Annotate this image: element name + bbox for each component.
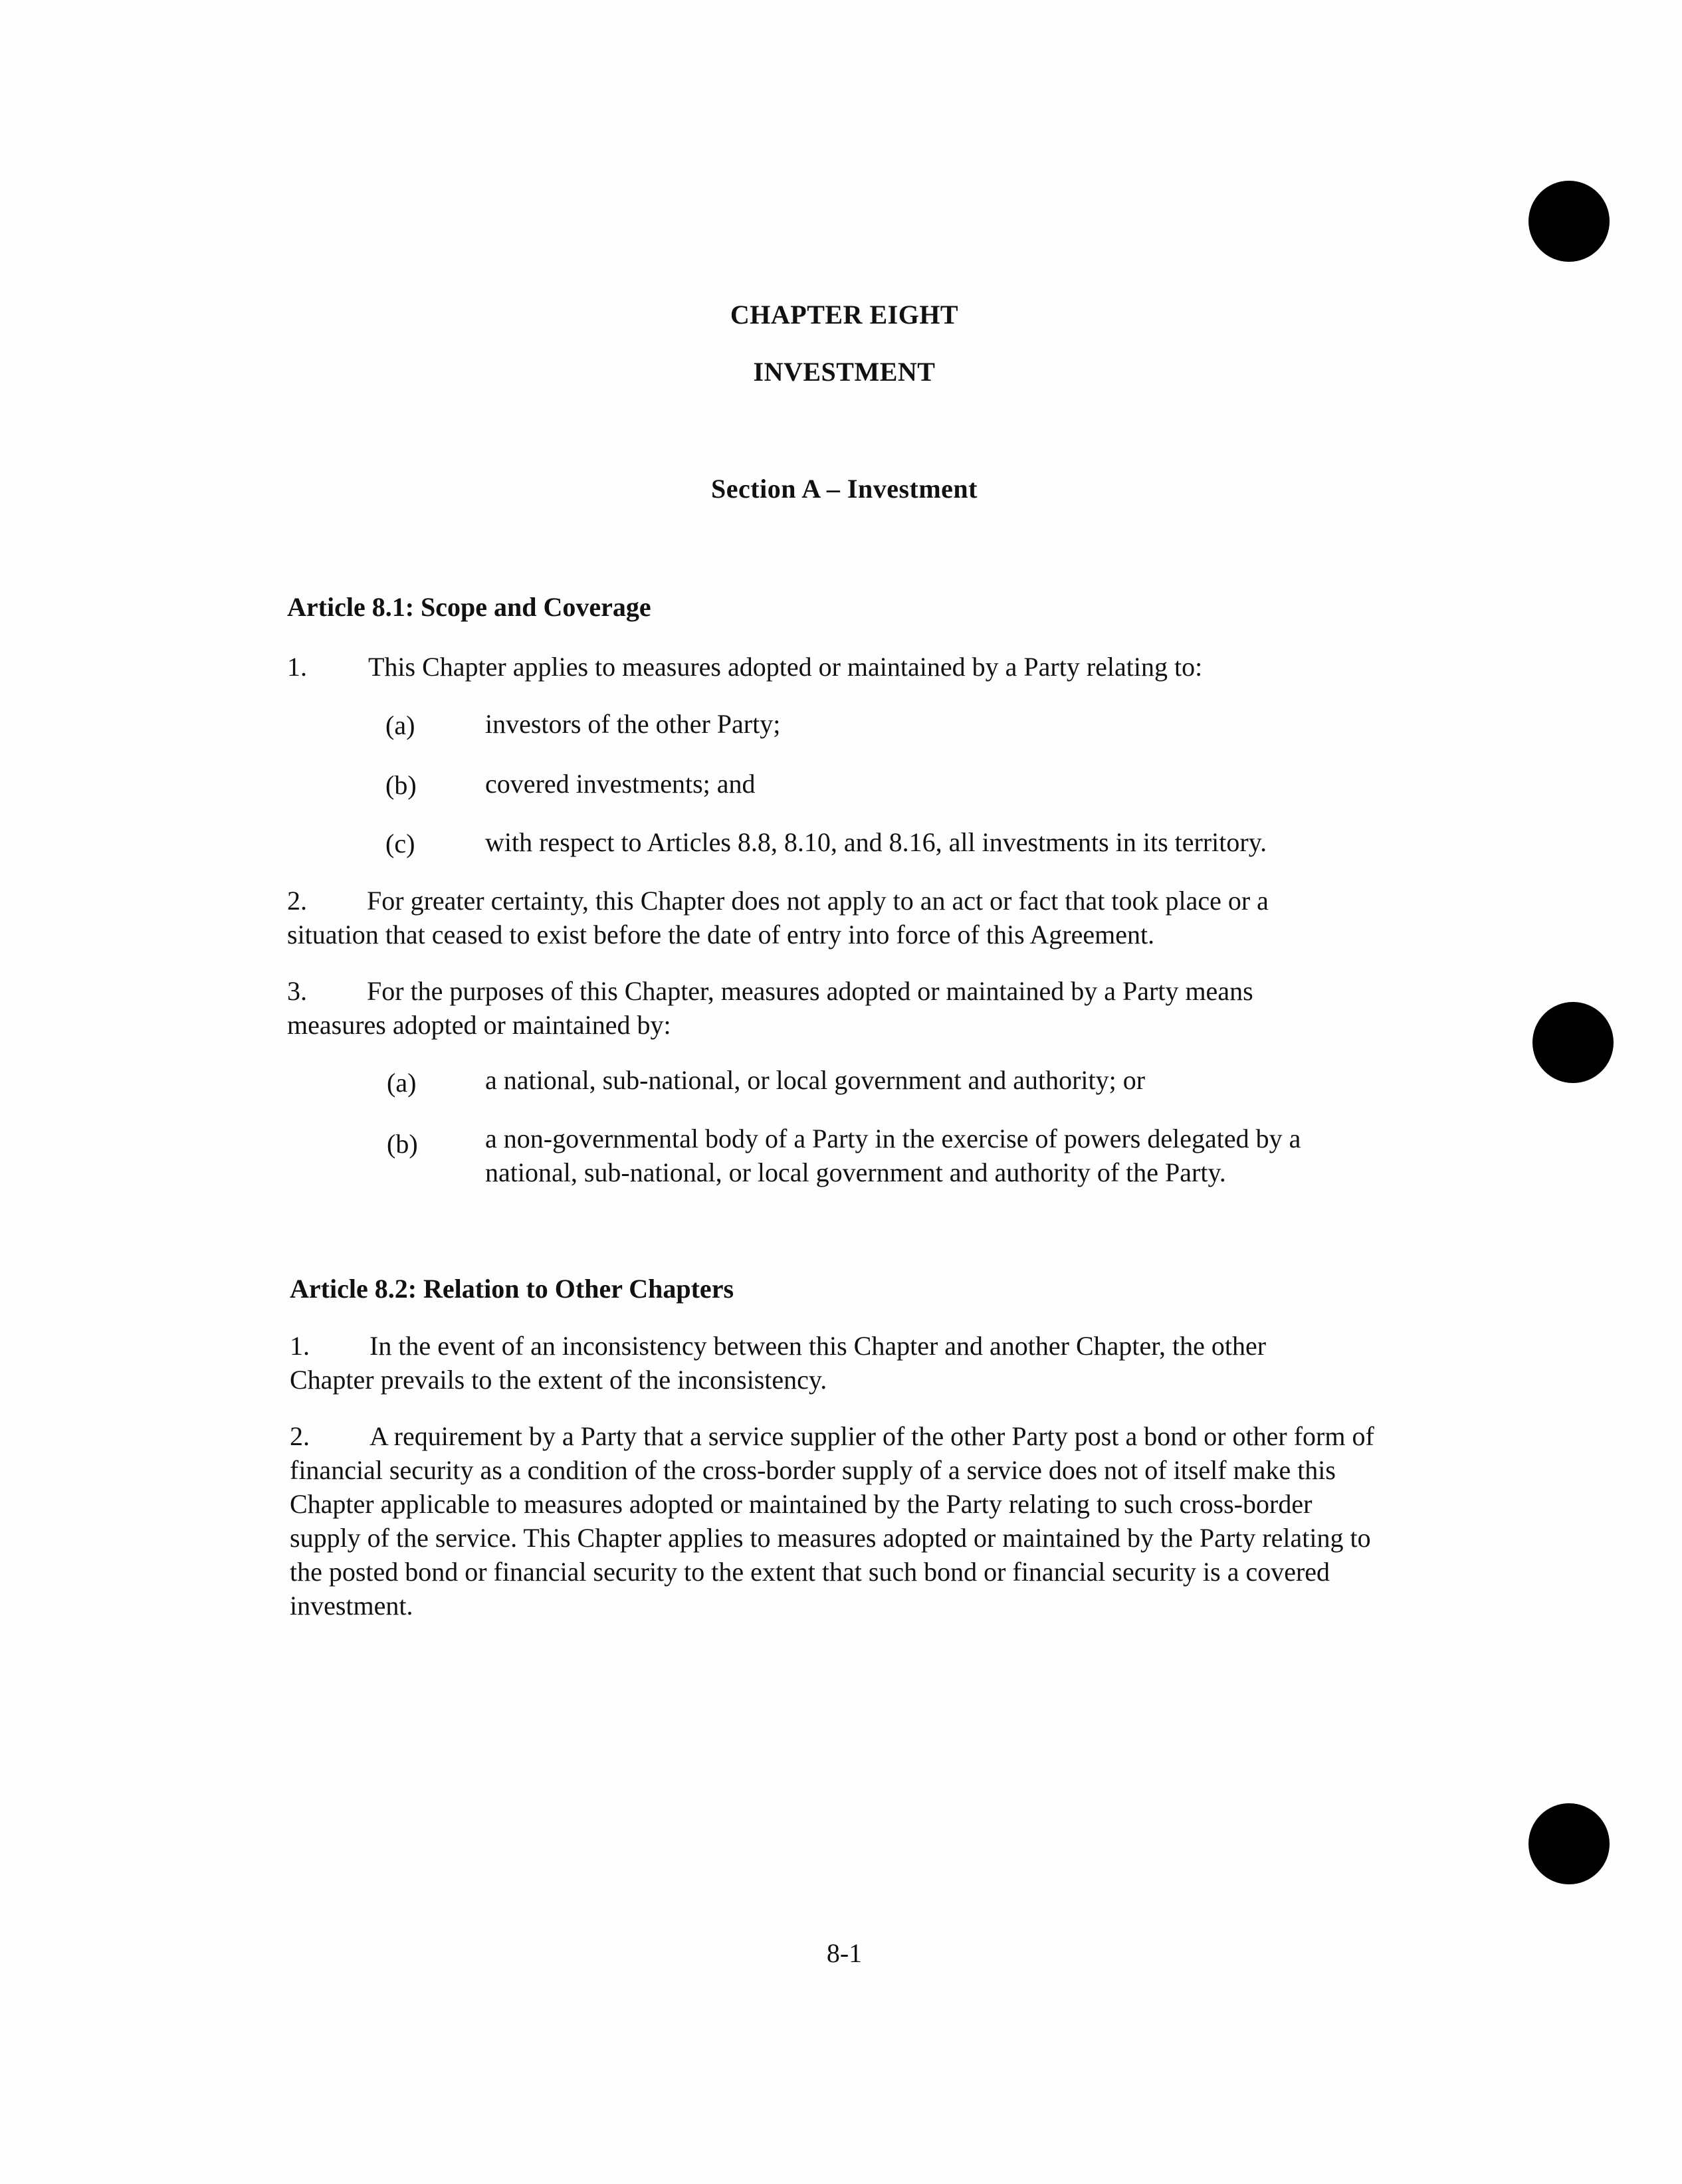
paragraph-text: A requirement by a Party that a service supplier of the other Party post a bond or other form of financial security as a condition of the cross-border supply of a service does not of itself make this Chapter applicable to measures adopted or maintained by the Party relating to such cross-border supply of the service. This Chapter applies to measures adopted or maintained by the Party relating to the posted bond or financial security to the extent that such bond or financial security is a covered investment. — [290, 1421, 1374, 1621]
paragraph-text: This Chapter applies to measures adopted or maintained by a Party relating to: — [368, 652, 1203, 682]
item-label: (a) — [387, 1068, 417, 1098]
article-8-2-paragraph-1 — [290, 1329, 1340, 1397]
article-8-1-paragraph-3 — [287, 974, 1337, 1042]
item-label: (b) — [387, 1129, 418, 1159]
chapter-heading: CHAPTER EIGHT — [730, 300, 959, 330]
paragraph-number: 2. — [287, 886, 307, 916]
item-label: (b) — [385, 770, 417, 800]
item-text: with respect to Articles 8.8, 8.10, and 8.16, all investments in its territory. — [485, 827, 1267, 857]
item-text: investors of the other Party; — [485, 709, 781, 739]
article-8-1-paragraph-2 — [287, 884, 1337, 951]
item-text: a national, sub-national, or local government and authority; or — [485, 1065, 1146, 1095]
paragraph-text: In the event of an inconsistency between this Chapter and another Chapter, the other Chapter prevails to the extent of the inconsistency. — [290, 1331, 1267, 1395]
punch-hole — [1532, 1002, 1614, 1083]
page-number: 8-1 — [826, 1938, 863, 1968]
article-8-2-paragraph-2 — [290, 1419, 1380, 1623]
paragraph-number: 2. — [290, 1421, 310, 1451]
article-8-1-title: Article 8.1: Scope and Coverage — [287, 592, 651, 622]
section-heading: Section A – Investment — [711, 474, 978, 504]
item-label: (a) — [385, 710, 415, 740]
chapter-title: INVESTMENT — [753, 357, 936, 387]
paragraph-number: 1. — [287, 652, 307, 682]
paragraph-number: 3. — [287, 976, 307, 1006]
item-text: covered investments; and — [485, 769, 756, 799]
punch-hole — [1528, 1803, 1610, 1884]
paragraph-number: 1. — [290, 1331, 310, 1361]
item-text: a non-governmental body of a Party in the exercise of powers delegated by a national, sub-national, or local government and authority of the Party. — [485, 1124, 1301, 1187]
paragraph-text: For greater certainty, this Chapter does not apply to an act or fact that took place or a situation that ceased to exist before the date of entry into force of this Agreement. — [287, 886, 1269, 949]
paragraph-text: For the purposes of this Chapter, measures adopted or maintained by a Party means measures adopted or maintained by: — [287, 976, 1253, 1040]
item-label: (c) — [385, 829, 415, 858]
article-8-1-paragraph-1 — [287, 650, 1417, 684]
punch-hole — [1528, 181, 1610, 262]
article-8-2-title: Article 8.2: Relation to Other Chapters — [290, 1274, 734, 1304]
